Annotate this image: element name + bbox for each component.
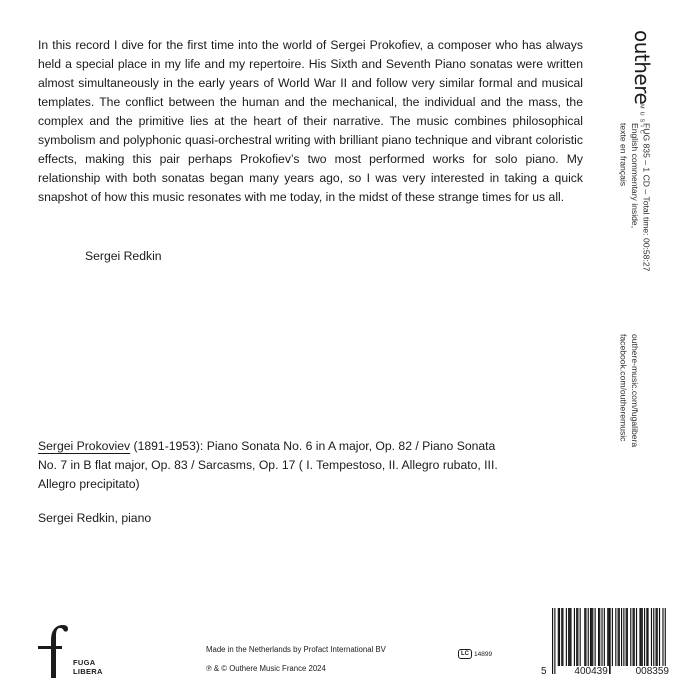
barcode-bar: [636, 608, 637, 666]
barcode-bar: [599, 608, 600, 666]
barcode-bar: [639, 608, 640, 666]
barcode-bar: [662, 608, 663, 674]
works-details: (1891-1953): Piano Sonata No. 6 in A major, Op. 82 / Piano Sonata No. 7 in B flat major, Op. 83 / Sarcasms, Op. 17 ( I. Tempestoso, II. Allegro rubato, III. Allegro precipitato): [38, 439, 498, 491]
barcode-bar: [619, 608, 620, 666]
libera-word: LIBERA: [73, 667, 103, 676]
barcode-bar: [561, 608, 562, 666]
fuga-word: FUGA: [73, 658, 96, 667]
barcode-bar: [653, 608, 654, 666]
barcode-bar: [601, 608, 602, 666]
barcode-bar: [612, 608, 613, 666]
barcode: [540, 606, 670, 680]
lc-number: 14899: [474, 650, 493, 658]
barcode-bar: [590, 608, 591, 666]
barcode-bar: [591, 608, 592, 666]
barcode-bar: [627, 608, 628, 666]
barcode-bar: [623, 608, 624, 666]
barcode-bar: [585, 608, 586, 666]
catalog-line: FUG 835 – 1 CD – Total time: 00:58:27: [641, 123, 652, 272]
barcode-bar: [610, 608, 611, 674]
barcode-bar: [574, 608, 575, 666]
barcode-bar: [562, 608, 563, 666]
composer-name: Sergei Prokoviev: [38, 439, 131, 453]
liner-notes-text: In this record I dive for the first time into the world of Sergei Prokofiev, a composer who has always held a special place in my life and my repertoire. His Sixth and Seventh Piano sonatas were written almost simultaneously in the early years of World War II and follow very similar formal and musical templates. The conflict between the human and the mechanical, the individual and the mass, the complex and the primitive lies at the heart of their narrative. The music combines philosophical symbolism and polyphonic quasi-orchestral writing with brilliant piano technique and vibrant coloristic effects, making this pair perhaps Prokofiev’s two most performed works for solo piano. My relationship with both sonatas began many years ago, so I was very interested in taking a quick snapshot of how this music resonates with me today, in the midst of these strange times for us all.: [38, 38, 583, 204]
barcode-bar: [651, 608, 652, 666]
barcode-bar: [569, 608, 570, 666]
barcode-first-digit: 5: [541, 666, 547, 677]
barcode-bar: [642, 608, 643, 666]
barcode-right-group: 008359: [635, 666, 669, 677]
facebook-link: facebook.com/outheremusic: [618, 334, 629, 442]
barcode-bar: [558, 608, 559, 666]
outhere-subtitle: MUSIC: [638, 104, 645, 138]
barcode-bar: [647, 608, 648, 666]
barcode-bar: [656, 608, 657, 666]
barcode-bar: [607, 608, 608, 674]
barcode-bar: [644, 608, 645, 666]
barcode-bar: [608, 608, 609, 674]
language-line-2: texte en français: [618, 123, 629, 187]
barcode-bar: [621, 608, 622, 666]
barcode-bar: [615, 608, 616, 666]
barcode-bar: [618, 608, 619, 666]
barcode-bar: [592, 608, 593, 666]
works-listing: [38, 437, 508, 494]
website-link: outhere-music.com/fugalibera: [630, 334, 640, 448]
barcode-bar: [626, 608, 627, 666]
copyright-line: ℗ & © Outhere Music France 2024: [206, 664, 326, 673]
barcode-bar: [630, 608, 631, 666]
barcode-bar: [584, 608, 585, 666]
barcode-bar: [580, 608, 581, 666]
barcode-bar: [576, 608, 577, 666]
barcode-bar: [552, 608, 553, 674]
lc-box: LC: [458, 649, 472, 659]
barcode-bar: [595, 608, 596, 666]
barcode-bar: [659, 608, 660, 666]
web-links-column: [617, 334, 640, 447]
language-line-1: English commentary inside,: [630, 123, 640, 229]
barcode-bar: [588, 608, 589, 666]
barcode-bar: [568, 608, 569, 666]
barcode-bar: [657, 608, 658, 666]
barcode-bar: [634, 608, 635, 666]
barcode-left-group: 400439: [574, 666, 608, 677]
made-in-line: Made in the Netherlands by Profact International BV: [206, 645, 386, 654]
barcode-bar: [559, 608, 560, 666]
barcode-bar: [566, 608, 567, 666]
label-code-badge: [458, 649, 492, 659]
release-info-column: [617, 123, 652, 271]
liner-notes-signature: Sergei Redkin: [85, 249, 162, 263]
fuga-libera-logo: [37, 624, 103, 678]
barcode-bar: [665, 608, 666, 674]
fuga-libera-mark-icon: [37, 624, 69, 678]
barcode-digits: [540, 666, 670, 677]
manufacturing-credits: [206, 640, 386, 678]
outhere-wordmark: outhere: [630, 30, 654, 105]
barcode-bar: [604, 608, 605, 666]
outhere-logo: [632, 30, 652, 137]
barcode-bar: [641, 608, 642, 666]
barcode-bar: [598, 608, 599, 666]
barcode-bar: [554, 608, 555, 674]
barcode-bar: [570, 608, 571, 666]
barcode-bar: [646, 608, 647, 666]
performer-credit: Sergei Redkin, piano: [38, 511, 152, 525]
barcode-bar: [633, 608, 634, 666]
fuga-libera-wordmark: [73, 658, 103, 676]
barcode-bar: [577, 608, 578, 666]
